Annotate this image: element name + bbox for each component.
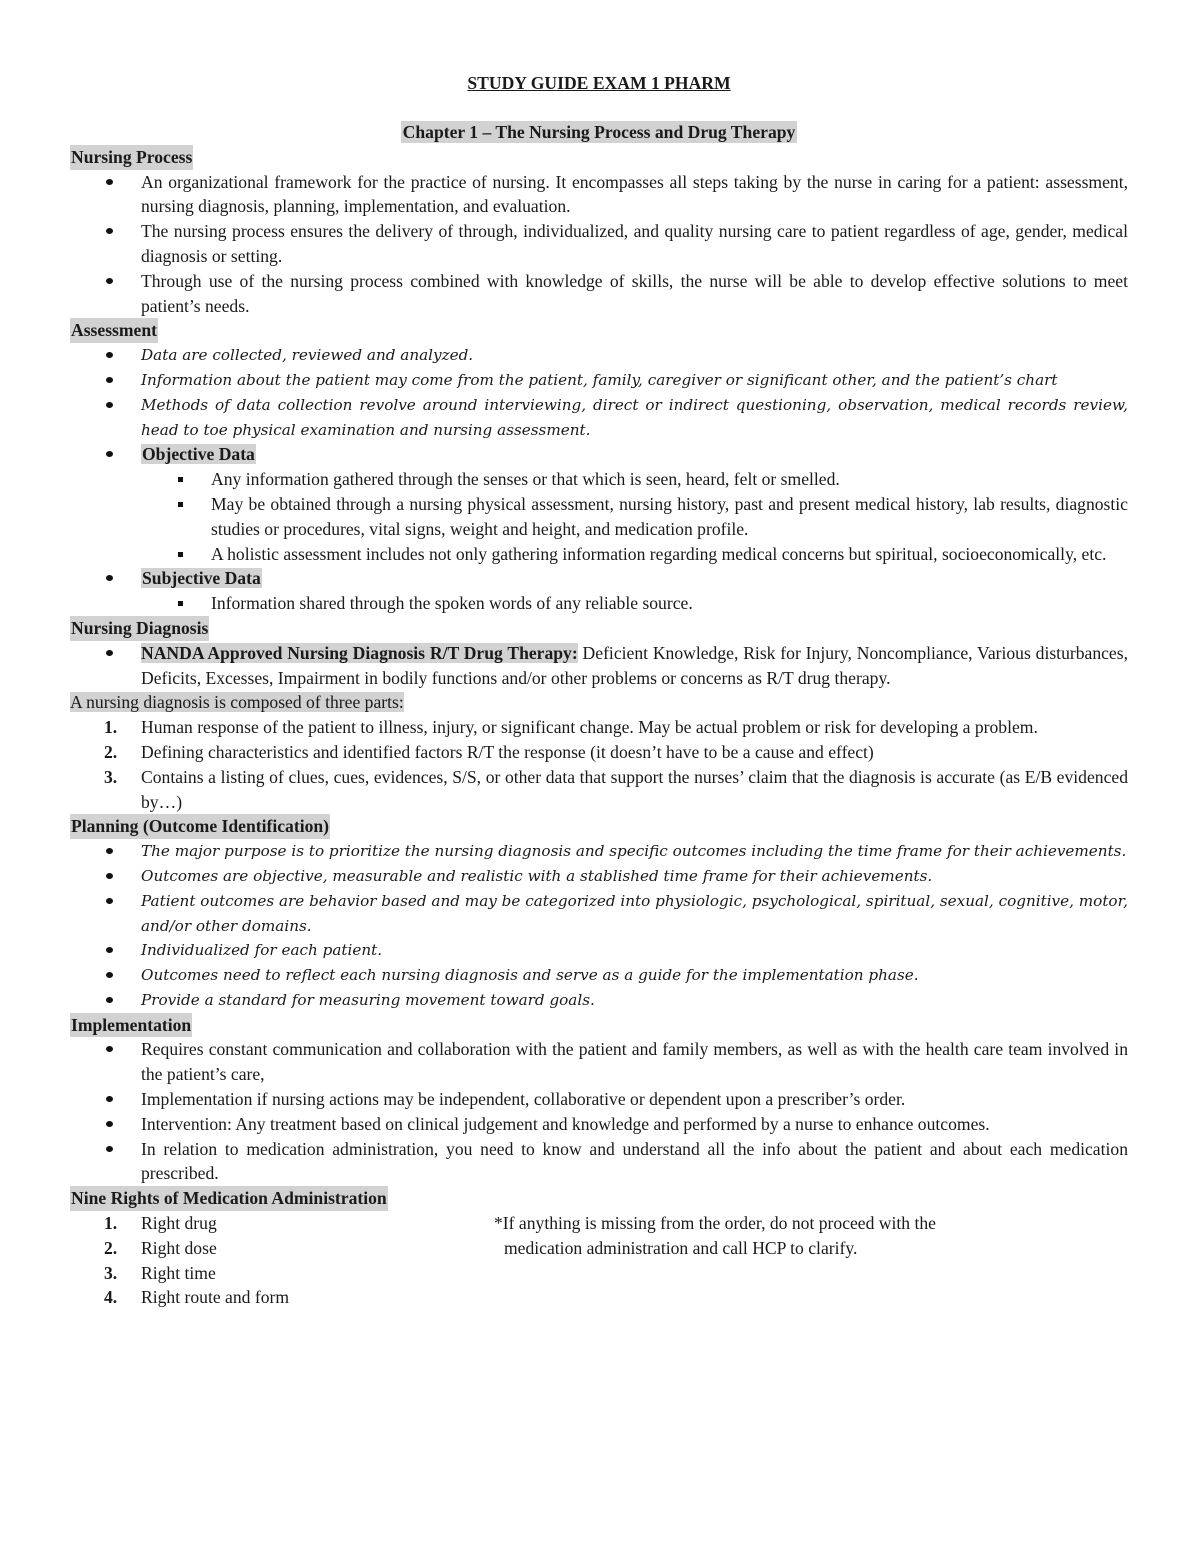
document-title: STUDY GUIDE EXAM 1 PHARM bbox=[467, 73, 731, 93]
list-item: Patient outcomes are behavior based and may be categorized into physiologic, psychological, spiritual, sexual, cognitive, motor, and/or other domains. bbox=[70, 889, 1128, 939]
list-item: The nursing process ensures the delivery of through, individualized, and quality nursing care to patient regardless of age, gender, medical diagnosis or setting. bbox=[70, 219, 1128, 269]
note-line: *If anything is missing from the order, do not proceed with the bbox=[494, 1213, 936, 1234]
section-heading: Nine Rights of Medication Administration bbox=[70, 1186, 388, 1211]
list-number: 3. bbox=[104, 1262, 118, 1283]
list-item bbox=[70, 1285, 1128, 1310]
section-heading: Planning (Outcome Identification) bbox=[70, 814, 330, 839]
list-item: Outcomes are objective, measurable and realistic with a stablished time frame for their achievements. bbox=[70, 864, 1128, 889]
subjective-data-list bbox=[70, 566, 1128, 591]
section-nursing-process bbox=[70, 145, 1128, 170]
diagnosis-parts-list bbox=[70, 715, 1128, 814]
objective-data-list bbox=[70, 442, 1128, 467]
planning-list bbox=[70, 839, 1128, 1013]
list-text: Defining characteristics and identified factors R/T the response (it doesn’t have to be a cause and effect) bbox=[141, 741, 874, 762]
list-text: Right route and form bbox=[141, 1287, 290, 1308]
list-number: 4. bbox=[104, 1287, 118, 1308]
section-heading: Nursing Process bbox=[70, 145, 193, 170]
list-item: Methods of data collection revolve around interviewing, direct or indirect questioning, observation, medical records review, head to toe physical examination and nursing assessment. bbox=[70, 393, 1128, 443]
list-item: Implementation if nursing actions may be independent, collaborative or dependent upon a prescriber’s order. bbox=[70, 1087, 1128, 1112]
list-item: Any information gathered through the senses or that which is seen, heard, felt or smelled. bbox=[70, 467, 1128, 492]
list-item: Provide a standard for measuring movement toward goals. bbox=[70, 988, 1128, 1013]
list-text: Right drug bbox=[141, 1213, 217, 1234]
list-number: 1. bbox=[104, 1213, 118, 1234]
nursing-process-list bbox=[70, 170, 1128, 319]
list-item: Information about the patient may come from the patient, family, caregiver or significant other, and the patient’s chart bbox=[70, 368, 1128, 393]
nine-rights-block bbox=[70, 1211, 1128, 1310]
objective-data-sublist bbox=[70, 467, 1128, 566]
list-item: An organizational framework for the practice of nursing. It encompasses all steps taking by the nurse in caring for a patient: assessment, nursing diagnosis, planning, implementation, and evaluation. bbox=[70, 170, 1128, 220]
nanda-label: NANDA Approved Nursing Diagnosis R/T Drug Therapy: bbox=[141, 642, 578, 663]
subjective-data-sublist bbox=[70, 591, 1128, 616]
clarify-note bbox=[494, 1211, 1054, 1261]
implementation-list bbox=[70, 1037, 1128, 1186]
section-planning bbox=[70, 814, 1128, 839]
assessment-list bbox=[70, 343, 1128, 442]
subjective-data-label: Subjective Data bbox=[142, 568, 261, 589]
chapter-heading: Chapter 1 – The Nursing Process and Drug Therapy bbox=[402, 122, 796, 142]
list-number: 3. bbox=[104, 766, 118, 787]
list-item bbox=[70, 641, 1128, 691]
section-heading: Nursing Diagnosis bbox=[70, 616, 209, 641]
list-item bbox=[70, 715, 1128, 740]
list-text: Right time bbox=[141, 1262, 216, 1283]
section-heading: Assessment bbox=[70, 318, 158, 343]
chapter-heading-row bbox=[70, 120, 1128, 145]
objective-data-label: Objective Data bbox=[142, 444, 255, 465]
list-item bbox=[70, 740, 1128, 765]
list-item: May be obtained through a nursing physical assessment, nursing history, past and present medical history, lab results, diagnostic studies or procedures, vital signs, weight and height, and medication profile. bbox=[70, 492, 1128, 542]
nanda-text: Deficient Knowledge, Risk for Injury, Noncompliance, Various disturbances, Deficits, Excesses, Impairment in bodily functions and/or other problems or concerns as R/T drug therapy. bbox=[141, 642, 1128, 688]
section-assessment bbox=[70, 318, 1128, 343]
list-text: Right dose bbox=[141, 1237, 217, 1258]
list-number: 2. bbox=[104, 741, 118, 762]
list-text: Human response of the patient to illness, injury, or significant change. May be actual problem or risk for developing a problem. bbox=[141, 717, 1038, 738]
diagnosis-parts-intro bbox=[70, 690, 1128, 715]
list-item bbox=[70, 442, 1128, 467]
list-item: Outcomes need to reflect each nursing diagnosis and serve as a guide for the implementation phase. bbox=[70, 963, 1128, 988]
list-item: Individualized for each patient. bbox=[70, 938, 1128, 963]
list-item: Information shared through the spoken words of any reliable source. bbox=[70, 591, 1128, 616]
nanda-list bbox=[70, 641, 1128, 691]
list-item: Data are collected, reviewed and analyzed. bbox=[70, 343, 1128, 368]
list-item: Requires constant communication and collaboration with the patient and family members, as well as with the health care team involved in the patient’s care, bbox=[70, 1037, 1128, 1087]
list-number: 2. bbox=[104, 1237, 118, 1258]
section-heading: Implementation bbox=[70, 1013, 192, 1038]
section-implementation bbox=[70, 1013, 1128, 1038]
section-nursing-diagnosis bbox=[70, 616, 1128, 641]
list-item: A holistic assessment includes not only gathering information regarding medical concerns but spiritual, socioeconomically, etc. bbox=[70, 542, 1128, 567]
list-item: The major purpose is to prioritize the nursing diagnosis and specific outcomes including the time frame for their achievements. bbox=[70, 839, 1128, 864]
section-nine-rights bbox=[70, 1186, 1128, 1211]
document-page bbox=[70, 70, 1128, 1310]
diagnosis-parts-label: A nursing diagnosis is composed of three parts: bbox=[70, 692, 404, 713]
list-item: Intervention: Any treatment based on clinical judgement and knowledge and performed by a nurse to enhance outcomes. bbox=[70, 1112, 1128, 1137]
note-line: medication administration and call HCP to clarify. bbox=[504, 1237, 858, 1258]
list-item bbox=[70, 765, 1128, 815]
list-item: In relation to medication administration, you need to know and understand all the info about the patient and about each medication prescribed. bbox=[70, 1137, 1128, 1187]
list-item: Through use of the nursing process combined with knowledge of skills, the nurse will be able to develop effective solutions to meet patient’s needs. bbox=[70, 269, 1128, 319]
list-item bbox=[70, 1261, 1128, 1286]
list-item bbox=[70, 566, 1128, 591]
list-text: Contains a listing of clues, cues, evidences, S/S, or other data that support the nurses’ claim that the diagnosis is accurate (as E/B evidenced by…) bbox=[141, 766, 1128, 812]
list-number: 1. bbox=[104, 717, 118, 738]
